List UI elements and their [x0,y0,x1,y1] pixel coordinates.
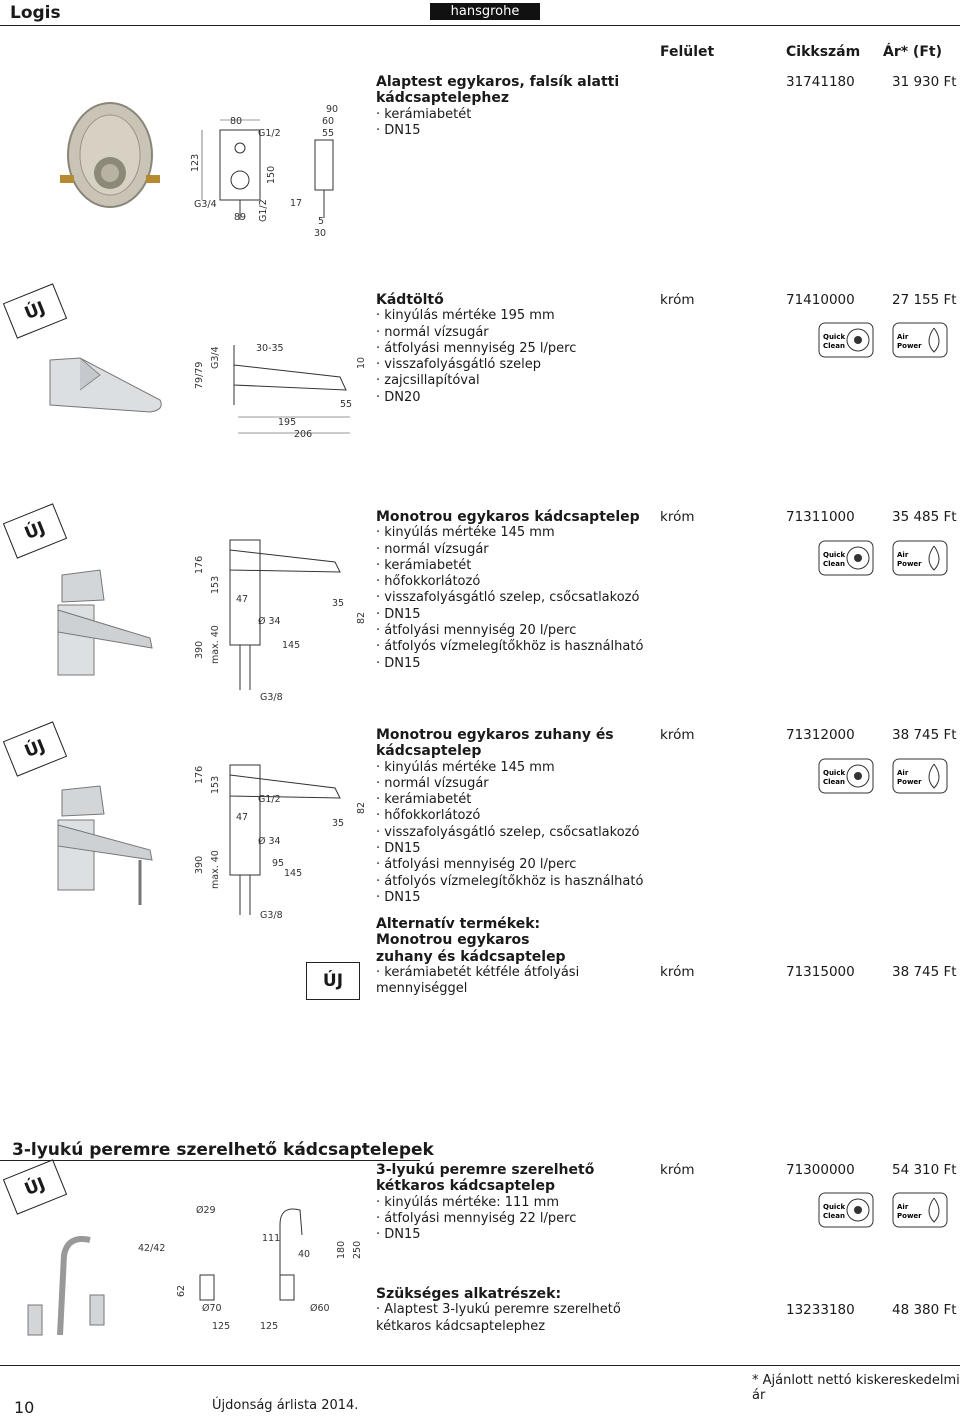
product-code: 13233180 [786,1302,855,1318]
product-title: 3-lyukú peremre szerelhető kétkaros kádcsaptelep [376,1162,595,1195]
product-price: 48 380 Ft [892,1302,957,1318]
feature-item: · kinyúlás mértéke 145 mm [376,759,555,775]
dim-label: 55 [322,128,335,139]
column-price: Ár* (Ft) [883,44,942,60]
dim-label: G1/2 [258,794,281,805]
badge-text: Power [897,342,922,350]
feature-item: · kinyúlás mértéke 145 mm [376,525,555,541]
dim-label: 79/79 [194,361,205,389]
badge-text: Power [897,778,922,786]
dim-label: 55 [340,399,353,410]
product-surface: króm [660,292,695,308]
dim-label: G3/4 [210,346,221,369]
dim-label: 150 [266,165,277,184]
dim-label: G3/8 [260,692,283,703]
product-surface: króm [660,964,695,980]
quick-clean-icon [818,758,874,794]
dim-label: G3/8 [260,910,283,921]
pricelist-label: Újdonság árlista 2014. [212,1398,359,1413]
feature-item: · átfolyási mennyiség 22 l/perc [376,1210,577,1226]
feature-item: · zajcsillapítóval [376,373,480,389]
dim-label: G1/2 [258,128,281,139]
badge-text: Quick [823,1203,846,1211]
dim-label: 180 [336,1240,347,1259]
feature-item: · DN15 [376,841,421,857]
dim-label: 145 [282,640,301,651]
feature-item: · kinyúlás mértéke 195 mm [376,308,555,324]
dim-label: 89 [234,212,247,223]
feature-item: · kerámiabetét [376,106,472,122]
badge-text: Clean [823,1212,845,1220]
feature-item: · hőfokkorlátozó [376,574,481,590]
badge-text: Clean [823,778,845,786]
alternative-heading: Alternatív termékek: [376,916,541,932]
section-title: 3-lyukú peremre szerelhető kádcsaptelepek [12,1140,434,1160]
product-image-body [50,95,180,215]
badge-text: Air [897,551,909,559]
technical-drawing-spout [190,335,370,440]
dim-label: 123 [190,153,201,172]
badge-text: Air [897,1203,909,1211]
product-code: 71312000 [786,727,855,743]
dim-label: 153 [210,575,221,594]
badge-text: Air [897,333,909,341]
brand-title: Logis [10,3,61,23]
feature-item: · DN15 [376,122,421,138]
dim-label: Ø60 [310,1303,330,1314]
dim-label: 176 [194,765,205,784]
dim-label: 390 [194,640,205,659]
badge-text: Clean [823,560,845,568]
feature-item: · DN15 [376,655,421,671]
dim-label: 60 [322,116,335,127]
feature-item: · kerámiabetét [376,792,472,808]
product-spout [376,292,636,406]
feature-item: · DN15 [376,1227,421,1243]
product-code: 71311000 [786,509,855,525]
product-image-shower-mixer [40,780,170,910]
dim-label: 62 [176,1284,187,1297]
feature-item: · normál vízsugár [376,541,489,557]
product-title: Monotrou egykaros kádcsaptelep [376,509,640,525]
badge-text: Power [897,1212,922,1220]
product-price: 38 745 Ft [892,727,957,743]
dim-label: G3/4 [194,199,217,210]
new-badge: ÚJ [3,503,67,558]
product-price: 35 485 Ft [892,509,957,525]
dim-label: 47 [236,812,249,823]
quick-clean-icon [818,322,874,358]
dim-label: 90 [326,104,339,115]
dim-label: 40 [298,1249,311,1260]
product-image-mixer [40,560,170,680]
badge-text: Air [897,769,909,777]
feature-item: · kerámiabetét [376,557,472,573]
dim-label: 42/42 [138,1243,166,1254]
dim-label: max. 40 [210,625,221,664]
air-power-icon [892,540,948,576]
feature-item: · DN20 [376,389,421,405]
product-title: Monotrou egykaros zuhany és kádcsaptelep [376,727,614,760]
product-price: 38 745 Ft [892,964,957,980]
product-code: 71300000 [786,1162,855,1178]
quick-clean-icon [818,540,874,576]
feature-item: · normál vízsugár [376,324,489,340]
technical-drawing-body [190,100,360,240]
dim-label: 80 [230,116,243,127]
header-divider [0,25,960,26]
feature-item: · átfolyási mennyiség 20 l/perc [376,857,577,873]
product-body [376,74,636,139]
air-power-icon [892,1192,948,1228]
air-power-icon [892,322,948,358]
dim-label: 82 [356,611,367,624]
footnote: * Ajánlott nettó kiskereskedelmi ár [752,1373,960,1403]
product-code: 71315000 [786,964,855,980]
dim-label: 195 [278,417,297,428]
required-parts [376,1286,636,1335]
page-number: 10 [14,1398,35,1417]
dim-label: Ø29 [196,1205,216,1216]
section-divider [0,1160,420,1161]
quick-clean-icon [818,1192,874,1228]
product-image-three-hole [20,1225,135,1345]
badge-text: Quick [823,769,846,777]
product-title: Kádtöltő [376,292,444,308]
feature-item: · DN15 [376,889,421,905]
product-image-spout [40,350,170,430]
feature-item: · átfolyós vízmelegítőkhöz is használható [376,639,644,655]
air-power-icon [892,758,948,794]
feature-item: · visszafolyásgátló szelep, csőcsatlakozó [376,824,640,840]
dim-label: 125 [260,1321,279,1332]
feature-item: · visszafolyásgátló szelep, csőcsatlakozó [376,590,640,606]
dim-label: 206 [294,429,313,440]
product-code: 31741180 [786,74,855,90]
alternative-title: Monotrou egykaros zuhany és kádcsaptelep [376,932,566,965]
product-surface: króm [660,727,695,743]
dim-label: 82 [356,801,367,814]
technical-drawing-shower-mixer [190,740,370,930]
new-badge: ÚJ [3,283,67,338]
hansgrohe-logo: hansgrohe [430,3,540,20]
feature-item: · normál vízsugár [376,775,489,791]
dim-label: 145 [284,868,303,879]
product-shower-mixer [376,727,656,906]
dim-label: 111 [262,1233,281,1244]
dim-label: 17 [290,198,303,209]
required-heading: Szükséges alkatrészek: [376,1286,562,1302]
feature-item: · átfolyási mennyiség 25 l/perc [376,340,577,356]
badge-text: Quick [823,333,846,341]
feature-item: · DN15 [376,606,421,622]
dim-label: 176 [194,555,205,574]
required-text: · Alaptest 3-lyukú peremre szerelhető kétkaros kádcsaptelephez [376,1302,621,1334]
dim-label: max. 40 [210,850,221,889]
product-mixer [376,509,656,672]
badge-text: Quick [823,551,846,559]
dim-label: 125 [212,1321,231,1332]
feature-item: · átfolyási mennyiség 20 l/perc [376,623,577,639]
badge-text: Power [897,560,922,568]
dim-label: 10 [356,356,367,369]
feature-item: · visszafolyásgátló szelep [376,357,541,373]
dim-label: 250 [352,1240,363,1259]
column-code: Cikkszám [786,44,861,60]
feature-item: · hőfokkorlátozó [376,808,481,824]
technical-drawing-three-hole [130,1195,370,1335]
product-surface: króm [660,509,695,525]
dim-label: 95 [272,858,285,869]
dim-label: 35 [332,598,345,609]
product-three-hole [376,1162,636,1243]
feature-item: · kinyúlás mértéke: 111 mm [376,1194,560,1210]
product-price: 27 155 Ft [892,292,957,308]
product-surface: króm [660,1162,695,1178]
badge-text: Clean [823,342,845,350]
new-badge: ÚJ [3,1159,67,1214]
dim-label: Ø 34 [258,616,281,627]
alternative-products [376,916,666,997]
dim-label: 47 [236,594,249,605]
dim-label: 153 [210,775,221,794]
feature-item: · átfolyós vízmelegítőkhöz is használható [376,873,644,889]
dim-label: 5 [318,216,325,227]
dim-label: Ø 34 [258,836,281,847]
dim-label: 30 [314,228,327,239]
dim-label: 30-35 [256,343,284,354]
product-price: 31 930 Ft [892,74,957,90]
technical-drawing-mixer [190,510,370,705]
product-code: 71410000 [786,292,855,308]
dim-label: G1/2 [258,199,269,222]
new-badge: ÚJ [306,962,360,1000]
product-price: 54 310 Ft [892,1162,957,1178]
feature-item: · kerámiabetét kétféle átfolyási mennyiséggel [376,964,580,997]
dim-label: 35 [332,818,345,829]
new-badge: ÚJ [3,721,67,776]
dim-label: Ø70 [202,1303,222,1314]
column-surface: Felület [660,44,715,60]
dim-label: 390 [194,855,205,874]
product-title: Alaptest egykaros, falsík alatti kádcsaptelephez [376,74,620,107]
footer-divider [0,1365,960,1366]
